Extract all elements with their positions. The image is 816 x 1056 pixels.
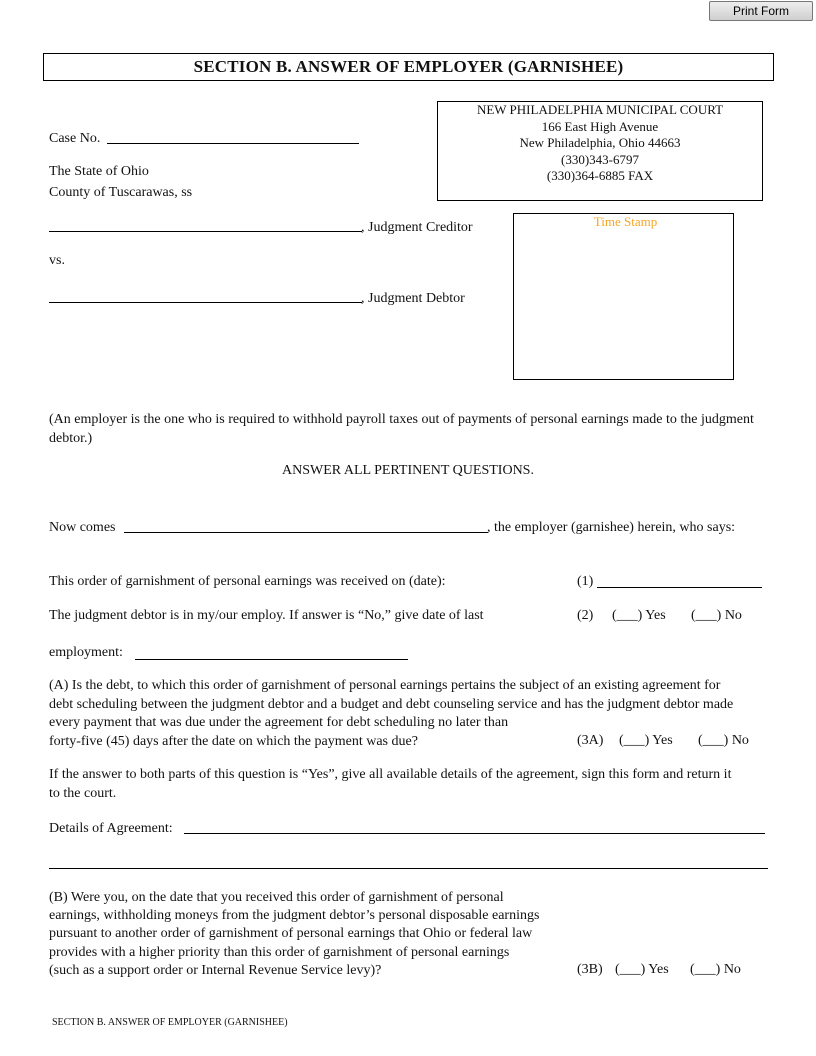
q3b-yes-option[interactable]: (___) Yes — [615, 962, 669, 977]
judgment-creditor-field[interactable] — [49, 231, 362, 232]
now-comes-prefix: Now comes — [49, 520, 116, 535]
court-fax: (330)364-6885 FAX — [546, 168, 654, 183]
court-info-box — [437, 101, 763, 201]
details-field-line-2[interactable] — [49, 868, 768, 869]
court-city: New Philadelphia, Ohio 44663 — [519, 135, 681, 150]
time-stamp-box — [513, 213, 734, 380]
vs-text: vs. — [49, 253, 65, 268]
q1-text: This order of garnishment of personal earnings was received on (date): — [49, 574, 446, 589]
employer-name-field[interactable] — [124, 532, 488, 533]
details-field-line-1[interactable] — [184, 833, 765, 834]
last-employment-date-field[interactable] — [135, 659, 408, 660]
q2-number: (2) — [577, 608, 594, 623]
q3b-text: (B) Were you, on the date that you received this order of garnishment of personal earnings, withholding moneys from the judgment debtor’s personal disposable earnings pursuant to another order of garnishment of personal earnings that Ohio or federal law provides with a higher priority than this order of garnishment of personal earnings (such as a support order or Internal Revenue Service levy)? — [49, 890, 540, 978]
page-title: SECTION B. ANSWER OF EMPLOYER (GARNISHEE) — [193, 57, 624, 76]
q3b-no-option[interactable]: (___) No — [690, 962, 741, 977]
judgment-debtor-label: , Judgment Debtor — [361, 291, 465, 306]
judgment-debtor-field[interactable] — [49, 302, 362, 303]
q3a-number: (3A) — [577, 733, 604, 748]
q2-no-option[interactable]: (___) No — [691, 608, 742, 623]
case-no-label: Case No. — [49, 131, 101, 146]
q3a-yes-option[interactable]: (___) Yes — [619, 733, 673, 748]
q1-date-field[interactable] — [597, 587, 762, 588]
court-name: NEW PHILADELPHIA MUNICIPAL COURT — [476, 102, 724, 117]
county-text: County of Tuscarawas, ss — [49, 185, 193, 200]
q2-text: The judgment debtor is in my/our employ. If answer is “No,” give date of last — [49, 608, 484, 623]
page-footer: SECTION B. ANSWER OF EMPLOYER (GARNISHEE) — [52, 1017, 288, 1028]
details-label: Details of Agreement: — [49, 821, 173, 836]
state-text: The State of Ohio — [49, 164, 149, 179]
q3a-no-option[interactable]: (___) No — [698, 733, 749, 748]
q3a-text: (A) Is the debt, to which this order of garnishment of personal earnings pertains the subject of an existing agreement for debt scheduling between the judgment debtor and a budget and debt counseling service and has the judgment debtor made every payment that was due under the agreement for debt scheduling no later than forty-five (45) days after the date on which the payment was due? — [49, 678, 734, 749]
if-yes-instruction: If the answer to both parts of this question is “Yes”, give all available details of the agreement, sign this form and return it to the court. — [49, 767, 732, 801]
q3b-number: (3B) — [577, 962, 603, 977]
employer-note: (An employer is the one who is required to withhold payroll taxes out of payments of personal earnings made to the judgment debtor.) — [49, 412, 754, 446]
court-phone: (330)343-6797 — [561, 151, 639, 167]
judgment-creditor-label: , Judgment Creditor — [361, 220, 473, 235]
case-no-field[interactable] — [107, 143, 359, 144]
employment-label: employment: — [49, 645, 123, 660]
now-comes-suffix: , the employer (garnishee) herein, who says: — [487, 520, 736, 535]
section-title-box — [43, 53, 774, 81]
q1-number: (1) — [577, 574, 594, 589]
court-street: 166 East High Avenue — [541, 118, 659, 134]
q2-yes-option[interactable]: (___) Yes — [612, 608, 666, 623]
time-stamp-label: Time Stamp — [593, 214, 658, 229]
print-form-button[interactable]: Print Form — [709, 1, 813, 21]
answer-all-heading: ANSWER ALL PERTINENT QUESTIONS. — [282, 463, 534, 478]
